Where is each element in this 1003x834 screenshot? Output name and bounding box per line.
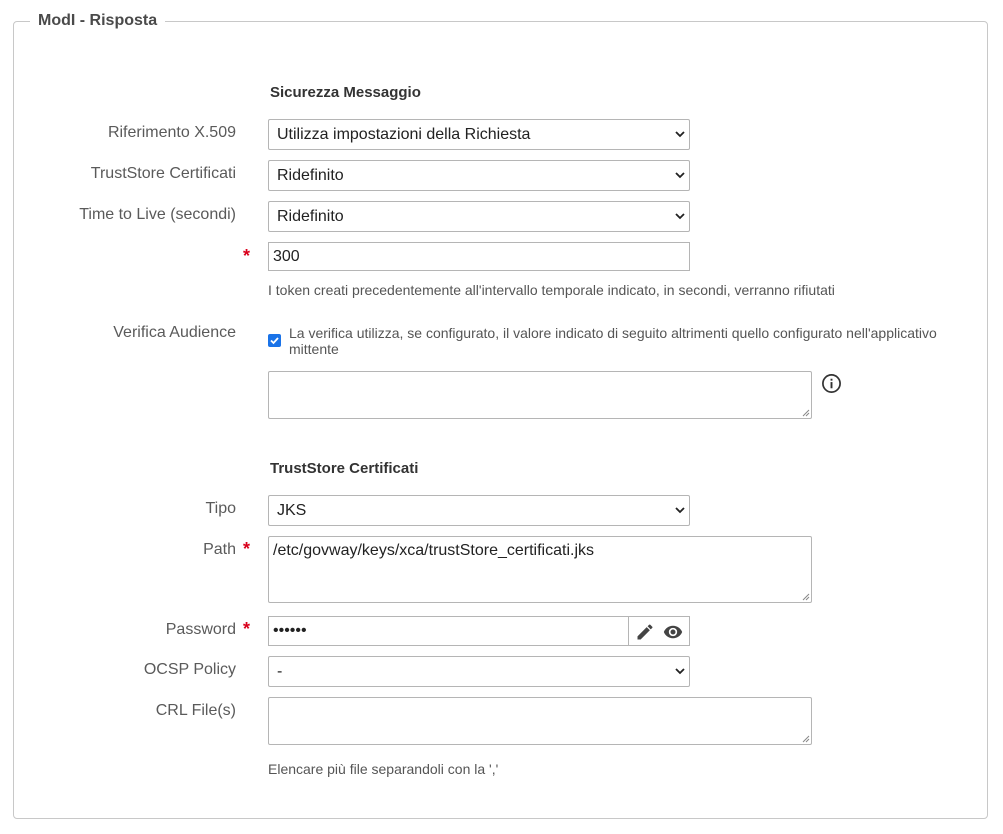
label-tipo: Tipo [205, 500, 236, 517]
required-mark-ttl: * [243, 246, 251, 266]
ttl-hint: I token creati precedentemente all'intervallo temporale indicato, in secondi, verranno rifiutati [268, 282, 835, 298]
path-textarea[interactable] [268, 536, 812, 603]
truststore-select[interactable] [268, 160, 690, 191]
resize-handle-icon[interactable] [802, 735, 810, 743]
ttl-select[interactable] [268, 201, 690, 232]
label-riferimento: Riferimento X.509 [107, 124, 236, 141]
ocsp-select-value: - [277, 663, 283, 680]
label-path: Path [203, 541, 236, 558]
audience-textarea[interactable] [268, 371, 812, 419]
label-truststore: TrustStore Certificati [90, 165, 236, 182]
required-mark-password: * [243, 619, 251, 639]
ttl-select-value: Ridefinito [277, 208, 344, 225]
label-password: Password [165, 621, 236, 638]
section-title-truststore: TrustStore Certificati [270, 460, 419, 477]
tipo-select[interactable] [268, 495, 690, 526]
eye-icon[interactable] [662, 622, 684, 642]
password-input[interactable]: •••••• [268, 616, 629, 646]
path-textarea-value: /etc/govway/keys/xca/trustStore_certificati.jks [273, 542, 594, 559]
audience-checkbox-label[interactable]: La verifica utilizza, se configurato, il valore indicato di seguito altrimenti quello configurato nell'applicativo mittente [289, 325, 937, 357]
label-ttl: Time to Live (secondi) [79, 206, 236, 223]
audience-checkbox[interactable] [268, 334, 281, 347]
required-mark-path: * [243, 539, 251, 559]
section-title-sicurezza: Sicurezza Messaggio [270, 84, 421, 101]
resize-handle-icon[interactable] [802, 593, 810, 601]
crl-textarea[interactable] [268, 697, 812, 745]
tipo-select-value: JKS [277, 502, 307, 519]
chevron-down-icon [675, 170, 685, 180]
label-audience: Verifica Audience [113, 324, 236, 341]
password-actions [628, 616, 690, 646]
checkmark-icon [268, 334, 281, 347]
resize-handle-icon[interactable] [802, 409, 810, 417]
label-ocsp: OCSP Policy [143, 661, 236, 678]
truststore-select-value: Ridefinito [277, 167, 344, 184]
chevron-down-icon [675, 505, 685, 515]
fieldset-legend: ModI - Risposta [30, 11, 165, 31]
chevron-down-icon [675, 666, 685, 676]
chevron-down-icon [675, 211, 685, 221]
ttl-seconds-input[interactable]: 300 [268, 242, 690, 271]
pencil-icon[interactable] [635, 622, 655, 642]
info-icon[interactable] [821, 373, 842, 394]
riferimento-select[interactable] [268, 119, 690, 150]
crl-hint: Elencare più file separandoli con la ',' [268, 761, 499, 777]
chevron-down-icon [675, 129, 685, 139]
riferimento-select-value: Utilizza impostazioni della Richiesta [277, 126, 531, 143]
label-crl: CRL File(s) [155, 702, 236, 719]
ocsp-select[interactable] [268, 656, 690, 687]
